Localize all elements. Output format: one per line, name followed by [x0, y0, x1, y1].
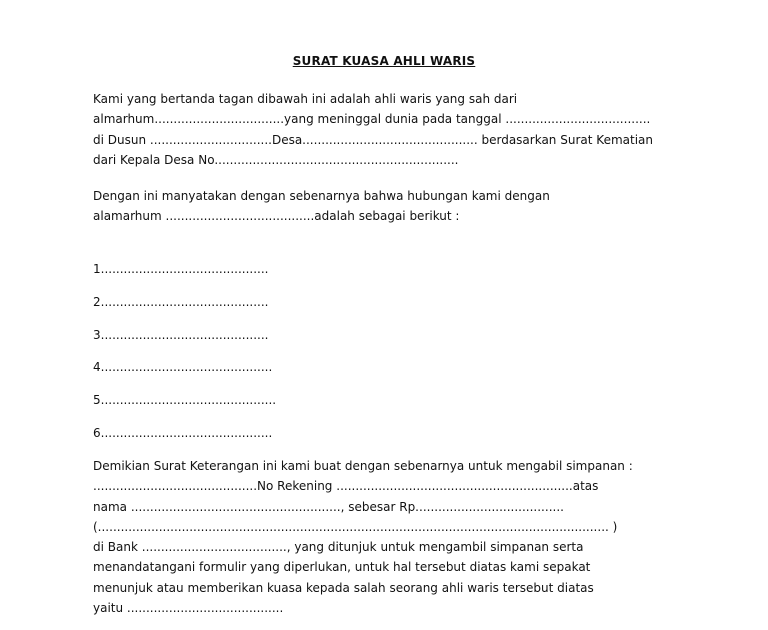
paragraph-line: ...........................................No Rekening ..............................................................atas [93, 479, 599, 494]
paragraph-heir-statement [93, 89, 674, 170]
paragraph-line: menunjuk atau memberikan kuasa kepada salah seorang ahli waris tersebut diatas [93, 580, 594, 595]
paragraph-line: (...................................................................................................................................... ) [93, 519, 618, 534]
heir-list-item: 2............................................ [93, 295, 269, 309]
heir-list-item: 3............................................ [93, 328, 269, 342]
paragraph-line: dari Kepala Desa No................................................................ [93, 152, 459, 167]
paragraph-line: alamarhum .......................................adalah sebagai berikut : [93, 209, 460, 224]
paragraph-line: di Bank ......................................, yang ditunjuk untuk mengambil simpanan serta [93, 540, 584, 555]
paragraph-authorization [93, 456, 674, 618]
paragraph-line: Dengan ini manyatakan dengan sebenarnya bahwa hubungan kami dengan [93, 189, 550, 203]
paragraph-line: almarhum..................................yang meninggal dunia pada tanggal ...................................... [93, 112, 651, 127]
heir-list-item: 6............................................. [93, 426, 273, 440]
paragraph-line: di Dusun ................................Desa.............................................. berdasarkan Surat Kematian [93, 132, 653, 147]
heir-list-item: 5.............................................. [93, 393, 277, 407]
document-title: SURAT KUASA AHLI WARIS [292, 54, 476, 68]
paragraph-relationship [93, 186, 674, 227]
heir-list-item: 4............................................. [93, 360, 273, 374]
heir-list-item: 1............................................ [93, 262, 269, 276]
paragraph-line: nama ......................................................., sebesar Rp....................................... [93, 499, 564, 514]
paragraph-line: yaitu ......................................... [93, 601, 284, 616]
paragraph-line: menandatangani formulir yang diperlukan, untuk hal tersebut diatas kami sepakat [93, 560, 591, 575]
paragraph-line: Kami yang bertanda tagan dibawah ini adalah ahli waris yang sah dari [93, 92, 518, 106]
paragraph-line: Demikian Surat Keterangan ini kami buat dengan sebenarnya untuk mengabil simpanan : [93, 459, 633, 473]
